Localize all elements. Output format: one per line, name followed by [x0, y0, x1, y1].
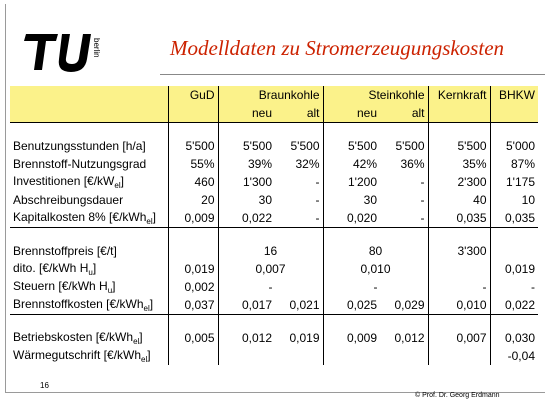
- cell-value: 0,030: [504, 331, 535, 345]
- cell-value: 55%: [168, 155, 218, 173]
- table-row: [10, 278, 538, 296]
- cell-value: 3'300: [428, 242, 490, 260]
- label-text-end: ]: [149, 297, 154, 311]
- cell-value: 0,010: [428, 296, 490, 315]
- label-subscript: u: [107, 286, 113, 295]
- cell-value: 0,022: [218, 209, 275, 228]
- header-gud: GuD: [168, 86, 218, 104]
- label-text: Steuern [€/kWh H: [13, 279, 108, 293]
- cell-value: 0,007: [428, 329, 490, 347]
- cell-value: 5'500: [380, 137, 428, 155]
- cell-value: 20: [168, 191, 218, 209]
- label-text-end: ]: [120, 174, 124, 188]
- cell-value: 0,002: [168, 278, 218, 296]
- slide-left-border: [5, 4, 6, 392]
- logo-berlin-text: berlin: [92, 38, 101, 58]
- cell-value: 0,010: [323, 260, 428, 278]
- cell-value: 0,005: [168, 329, 218, 347]
- row-label-abschreibung: Abschreibungsdauer: [10, 191, 168, 209]
- row-label-investitionen: [10, 173, 168, 191]
- cell-value: 39%: [247, 157, 272, 171]
- cell-value: 0,009: [346, 331, 377, 345]
- row-label-brennstoffkosten: [10, 296, 168, 315]
- label-text: Wärmegutschrift [€/kWh: [13, 348, 142, 362]
- cell-value: 87%: [510, 157, 535, 171]
- cell-value: -: [380, 191, 428, 209]
- label-text-end: ]: [112, 279, 116, 293]
- table-row: [10, 242, 538, 260]
- header-braunkohle-alt: alt: [275, 104, 323, 123]
- row-label-kapitalkosten: [10, 209, 168, 228]
- label-subscript: u: [88, 268, 93, 277]
- cell-value: 0,019: [168, 260, 218, 278]
- table-row: [10, 155, 538, 173]
- tu-berlin-logo: [24, 28, 104, 76]
- header-row-age: [10, 104, 538, 123]
- label-subscript: el: [141, 355, 148, 364]
- table-row: [10, 137, 538, 155]
- copyright-footer: © Prof. Dr. Georg Erdmann: [415, 392, 500, 399]
- label-text-end: ]: [139, 330, 143, 344]
- slide-title: Modelldaten zu Stromerzeugungskosten: [170, 36, 505, 60]
- cell-value: -: [380, 173, 428, 191]
- cell-value: 5'500: [243, 139, 272, 153]
- header-row-plants: [10, 86, 538, 104]
- header-braunkohle-neu: neu: [218, 104, 275, 123]
- page-number: 16: [40, 381, 49, 390]
- label-subscript: el: [114, 181, 121, 190]
- cell-value: 0,012: [380, 329, 428, 347]
- row-label-betriebskosten: [10, 329, 168, 347]
- header-steinkohle: Steinkohle: [323, 86, 428, 104]
- label-subscript: el: [146, 217, 153, 226]
- row-label-benutzungsstunden: Benutzungsstunden [h/a]: [10, 137, 168, 155]
- row-label-steuern: [10, 278, 168, 296]
- cell-value: -: [275, 191, 323, 209]
- cell-value: 0,025: [323, 296, 380, 315]
- label-subscript: el: [143, 304, 150, 313]
- cell-value: 0,022: [490, 296, 538, 315]
- cell-value: 1'200: [348, 175, 377, 189]
- table-row: [10, 260, 538, 278]
- cell-value: 0,035: [490, 209, 538, 228]
- label-text: Kapitalkosten 8% [€/kWh: [13, 210, 147, 224]
- title-rule: [160, 74, 545, 75]
- label-text: Brennstoffkosten [€/kWh: [13, 297, 144, 311]
- cost-data-table: [10, 86, 538, 365]
- cell-value: 0,009: [168, 209, 218, 228]
- cell-value: 0,029: [380, 296, 428, 315]
- header-steinkohle-alt: alt: [380, 104, 428, 123]
- label-text: Betriebskosten [€/kWh: [13, 330, 134, 344]
- cell-value: -: [218, 278, 323, 296]
- cell-value: 1'300: [243, 175, 272, 189]
- table-row: [10, 191, 538, 209]
- cell-value: 0,007: [218, 260, 323, 278]
- cell-value: 460: [168, 173, 218, 191]
- cell-value: 0,035: [428, 209, 490, 228]
- cell-value: 35%: [428, 155, 490, 173]
- cell-value: 1'175: [506, 175, 535, 189]
- cell-value: 0,020: [323, 209, 380, 228]
- table-row: [10, 296, 538, 315]
- label-text-end: ]: [92, 261, 97, 275]
- label-text: Investitionen [€/kW: [13, 174, 115, 188]
- cell-value: 5'500: [348, 139, 377, 153]
- cell-value: 30: [258, 193, 272, 207]
- cell-value: 80: [323, 242, 428, 260]
- cell-value: -0,04: [507, 349, 535, 363]
- row-label-brennstoffpreis: Brennstoffpreis [€/t]: [10, 242, 168, 260]
- cell-value: 42%: [352, 157, 377, 171]
- table-row: [10, 329, 538, 347]
- cell-value: 0,019: [275, 329, 323, 347]
- label-subscript: el: [133, 337, 140, 346]
- cell-value: 2'300: [428, 173, 490, 191]
- cell-value: 10: [521, 193, 535, 207]
- label-text-end: ]: [147, 348, 151, 362]
- row-label-waermegutschrift: [10, 347, 168, 365]
- cell-value: -: [275, 173, 323, 191]
- cell-value: 0,021: [275, 296, 323, 315]
- cell-value: 0,019: [504, 262, 535, 276]
- header-braunkohle: Braunkohle: [218, 86, 323, 104]
- cell-value: 40: [428, 191, 490, 209]
- cell-value: 16: [218, 242, 323, 260]
- cell-value: 5'500: [168, 137, 218, 155]
- cell-value: 0,012: [241, 331, 272, 345]
- table-row: [10, 347, 538, 365]
- cell-value: -: [428, 278, 490, 296]
- label-text: dito. [€/kWh H: [13, 261, 89, 275]
- row-label-nutzungsgrad: Brennstoff-Nutzungsgrad: [10, 155, 168, 173]
- table-row: [10, 173, 538, 191]
- cell-value: 32%: [275, 155, 323, 173]
- cell-value: -: [531, 280, 535, 294]
- label-text-end: ]: [152, 210, 156, 224]
- cell-value: 5'500: [275, 137, 323, 155]
- cell-value: -: [275, 209, 323, 228]
- row-label-dito: [10, 260, 168, 278]
- cell-value: 0,017: [218, 296, 275, 315]
- cell-value: 5'000: [506, 139, 535, 153]
- header-bhkw: BHKW: [490, 86, 538, 104]
- cell-value: -: [323, 278, 428, 296]
- cell-value: 30: [363, 193, 377, 207]
- cell-value: 0,037: [168, 296, 218, 315]
- table-row: [10, 209, 538, 228]
- cell-value: 36%: [380, 155, 428, 173]
- cell-value: -: [380, 209, 428, 228]
- cell-value: 5'500: [428, 137, 490, 155]
- header-steinkohle-neu: neu: [323, 104, 380, 123]
- header-kernkraft: Kernkraft: [428, 86, 490, 104]
